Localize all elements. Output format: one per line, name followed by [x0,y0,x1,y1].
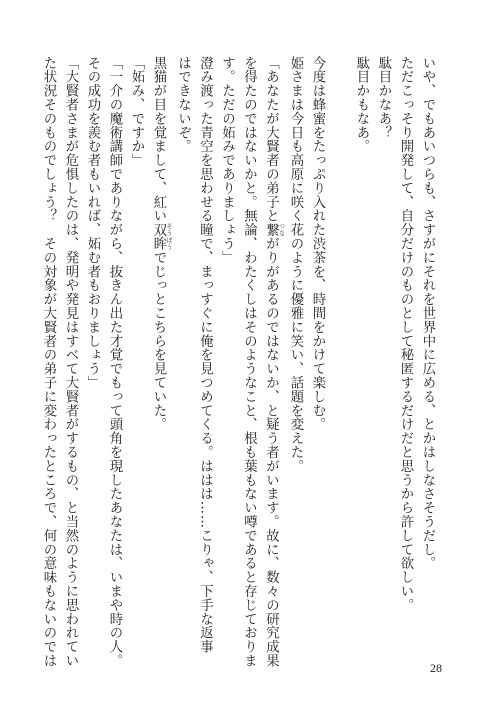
text-line: 「妬み、ですか」 [129,56,144,168]
text-line: ただこっそり開発して、自分だけのものとして秘匿するだけだと思うから許して欲しい。 [398,56,413,612]
page-number: 28 [430,661,442,675]
ruby-tsunagari-rt: つな [277,222,285,237]
ruby-tsunagari: 繋 つな [263,222,285,237]
text-line: 黒猫が目を覚まして、紅い双眸 そうぼうでじっとこちらを見ていた。 [151,56,172,432]
vertical-text-body [41,56,438,668]
blank-line [328,56,350,654]
text-line: を得たのではないかと。無論、わたくしはそのようなこと、根も葉もない噂であると存じておりま [241,56,257,668]
text-line: いや、でもあいつらも、さすがにそれを世界中に広める、とかはしなさそうだし。 [420,56,435,571]
text-line: 今度は蜂蜜をたっぷり入れた渋茶を、時間をかけて楽しむ。 [310,56,325,432]
text-line: はできないぞ。 [175,56,191,154]
text-line: 駄目かなあ？ [376,56,391,140]
text-line: その成功を羨む者もいれば、妬む者もおりましょう」 [85,56,100,390]
text-line: 駄目かもなあ。 [354,56,369,154]
text-line: 「大賢者さまが危惧したのは、発明や発見はすべて大賢者がするもの、と当然のように思われてい [63,56,78,668]
text-line: 澄み渡った青空を思わせる瞳で、まっすぐに俺を見つめてくる。ははは……こりゃ、下手な返事 [197,56,213,654]
text-line: 「一介の魔術講師でありながら、抜きん出た才覚でもって頭角を現したあなたは、いまや時の人。 [107,56,122,668]
text-line: た状況そのものでしょう？ その対象が大賢者の弟子に変わったところで、何の意味もないのでは [41,56,56,668]
text-line: す。ただの妬みでありましょう」 [219,56,235,265]
text-line: 姫さまは今日も高原に咲く花のように優雅に笑い、話題を変えた。 [288,56,303,473]
ruby-soubou: 双眸 そうぼう [151,222,172,251]
text-line: 「あなたが大賢者の弟子と繋 つながりがあるのではないか、と疑う者がいます。故に、数々の研究成果 [263,56,285,668]
ruby-soubou-rt: そうぼう [165,222,172,251]
